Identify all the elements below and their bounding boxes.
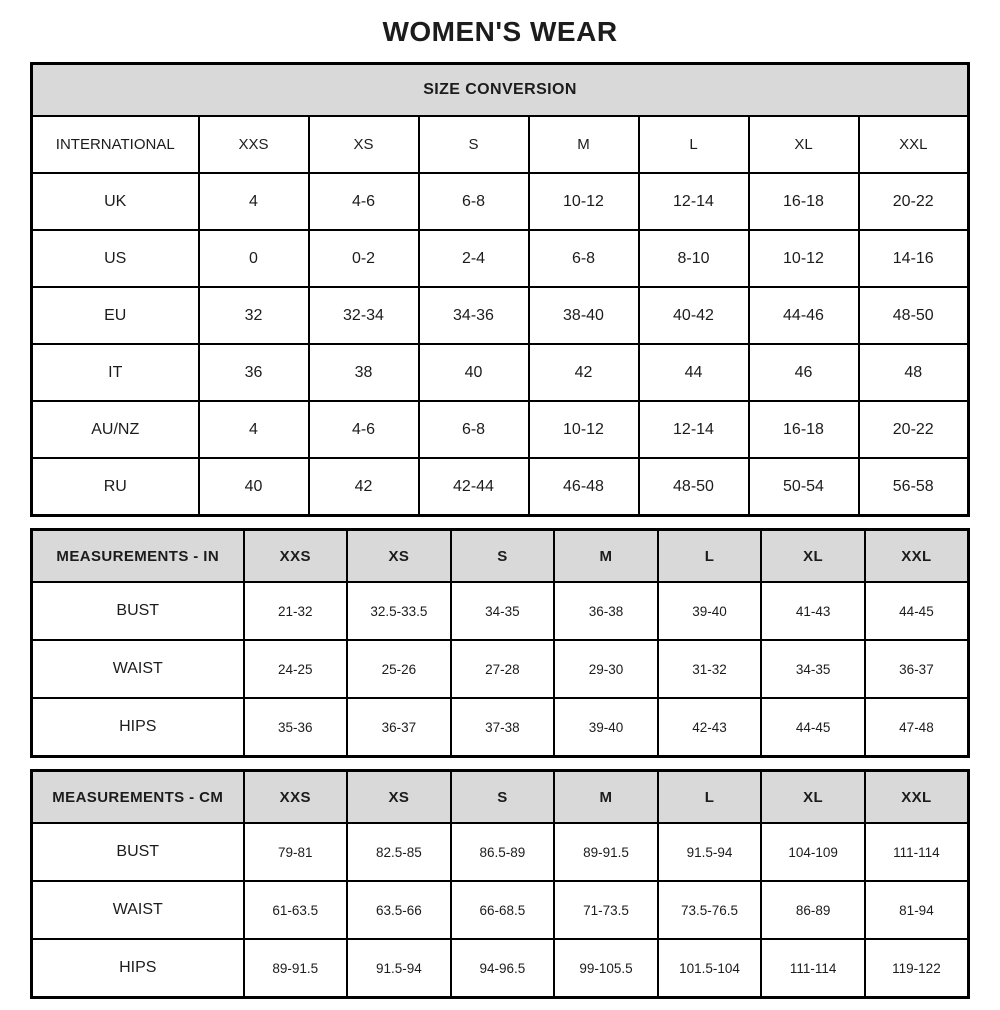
col-header-xs: XS — [347, 530, 451, 583]
col-header-m: M — [554, 530, 658, 583]
table-row — [32, 640, 969, 698]
measurements-in-table — [30, 528, 970, 758]
col-header-m: M — [529, 116, 639, 173]
measurement-cell: 24-25 — [244, 640, 348, 698]
row-label-waist: WAIST — [32, 881, 244, 939]
size-cell: 40 — [199, 458, 309, 516]
measurements-in-header: MEASUREMENTS - IN — [32, 530, 244, 583]
row-label-ru: RU — [32, 458, 199, 516]
size-cell: 44 — [639, 344, 749, 401]
size-cell: 34-36 — [419, 287, 529, 344]
measurement-cell: 86-89 — [761, 881, 865, 939]
measurement-cell: 36-37 — [865, 640, 969, 698]
measurement-cell: 34-35 — [451, 582, 555, 640]
measurement-cell: 39-40 — [554, 698, 658, 757]
table-row — [32, 287, 969, 344]
measurement-cell: 44-45 — [761, 698, 865, 757]
size-cell: 6-8 — [529, 230, 639, 287]
size-cell: 42-44 — [419, 458, 529, 516]
size-conversion-header: SIZE CONVERSION — [32, 64, 969, 117]
measurements-cm-table — [30, 769, 970, 999]
measurement-cell: 111-114 — [761, 939, 865, 998]
table-row — [32, 881, 969, 939]
col-header-xxs: XXS — [244, 530, 348, 583]
size-cell: 4 — [199, 173, 309, 230]
size-cell: 42 — [529, 344, 639, 401]
row-label-it: IT — [32, 344, 199, 401]
size-cell: 32-34 — [309, 287, 419, 344]
measurement-cell: 25-26 — [347, 640, 451, 698]
row-label-aunz: AU/NZ — [32, 401, 199, 458]
measurement-cell: 81-94 — [865, 881, 969, 939]
size-cell: 12-14 — [639, 173, 749, 230]
col-header-xxs: XXS — [199, 116, 309, 173]
measurement-cell: 61-63.5 — [244, 881, 348, 939]
size-cell: 38-40 — [529, 287, 639, 344]
size-cell: 20-22 — [859, 173, 969, 230]
size-cell: 48-50 — [859, 287, 969, 344]
size-cell: 4-6 — [309, 401, 419, 458]
measurement-cell: 101.5-104 — [658, 939, 762, 998]
col-header-xl: XL — [761, 771, 865, 824]
measurement-cell: 91.5-94 — [658, 823, 762, 881]
col-header-s: S — [419, 116, 529, 173]
col-header-s: S — [451, 530, 555, 583]
col-header-xxs: XXS — [244, 771, 348, 824]
size-cell: 10-12 — [529, 173, 639, 230]
table-row — [32, 582, 969, 640]
table-row — [32, 401, 969, 458]
size-cell: 48 — [859, 344, 969, 401]
measurement-cell: 73.5-76.5 — [658, 881, 762, 939]
row-label-eu: EU — [32, 287, 199, 344]
col-header-xxl: XXL — [859, 116, 969, 173]
size-chart-page — [30, 0, 970, 999]
col-header-s: S — [451, 771, 555, 824]
col-header-m: M — [554, 771, 658, 824]
size-cell: 2-4 — [419, 230, 529, 287]
size-cell: 46 — [749, 344, 859, 401]
measurement-cell: 104-109 — [761, 823, 865, 881]
col-header-l: L — [658, 530, 762, 583]
size-cell: 46-48 — [529, 458, 639, 516]
measurement-cell: 36-38 — [554, 582, 658, 640]
size-cell: 32 — [199, 287, 309, 344]
size-cell: 4-6 — [309, 173, 419, 230]
size-cell: 0-2 — [309, 230, 419, 287]
measurement-cell: 79-81 — [244, 823, 348, 881]
measurement-cell: 32.5-33.5 — [347, 582, 451, 640]
measurements-cm-header-row — [32, 771, 969, 824]
col-header-xs: XS — [309, 116, 419, 173]
row-label-bust: BUST — [32, 823, 244, 881]
measurement-cell: 21-32 — [244, 582, 348, 640]
size-cell: 14-16 — [859, 230, 969, 287]
col-header-xxl: XXL — [865, 530, 969, 583]
measurement-cell: 36-37 — [347, 698, 451, 757]
measurement-cell: 31-32 — [658, 640, 762, 698]
size-cell: 12-14 — [639, 401, 749, 458]
size-cell: 56-58 — [859, 458, 969, 516]
measurement-cell: 27-28 — [451, 640, 555, 698]
measurement-cell: 89-91.5 — [554, 823, 658, 881]
measurement-cell: 91.5-94 — [347, 939, 451, 998]
measurement-cell: 94-96.5 — [451, 939, 555, 998]
col-header-xl: XL — [749, 116, 859, 173]
measurement-cell: 44-45 — [865, 582, 969, 640]
size-conversion-columns-row — [32, 116, 969, 173]
size-conversion-table — [30, 62, 970, 517]
measurement-cell: 63.5-66 — [347, 881, 451, 939]
size-cell: 20-22 — [859, 401, 969, 458]
measurement-cell: 119-122 — [865, 939, 969, 998]
size-cell: 16-18 — [749, 401, 859, 458]
col-header-xxl: XXL — [865, 771, 969, 824]
col-header-l: L — [639, 116, 749, 173]
size-cell: 44-46 — [749, 287, 859, 344]
table-row — [32, 698, 969, 757]
table-row — [32, 344, 969, 401]
size-cell: 36 — [199, 344, 309, 401]
measurements-cm-header: MEASUREMENTS - CM — [32, 771, 244, 824]
size-cell: 0 — [199, 230, 309, 287]
row-label-waist: WAIST — [32, 640, 244, 698]
measurement-cell: 42-43 — [658, 698, 762, 757]
measurement-cell: 47-48 — [865, 698, 969, 757]
col-header-international: INTERNATIONAL — [32, 116, 199, 173]
measurement-cell: 99-105.5 — [554, 939, 658, 998]
measurement-cell: 39-40 — [658, 582, 762, 640]
measurement-cell: 111-114 — [865, 823, 969, 881]
row-label-hips: HIPS — [32, 698, 244, 757]
measurement-cell: 86.5-89 — [451, 823, 555, 881]
size-cell: 48-50 — [639, 458, 749, 516]
size-cell: 38 — [309, 344, 419, 401]
table-row — [32, 458, 969, 516]
size-cell: 4 — [199, 401, 309, 458]
row-label-us: US — [32, 230, 199, 287]
table-row — [32, 230, 969, 287]
row-label-bust: BUST — [32, 582, 244, 640]
size-cell: 50-54 — [749, 458, 859, 516]
size-cell: 16-18 — [749, 173, 859, 230]
measurement-cell: 35-36 — [244, 698, 348, 757]
measurement-cell: 82.5-85 — [347, 823, 451, 881]
size-cell: 40 — [419, 344, 529, 401]
row-label-uk: UK — [32, 173, 199, 230]
col-header-xs: XS — [347, 771, 451, 824]
col-header-l: L — [658, 771, 762, 824]
page-title: WOMEN'S WEAR — [382, 16, 618, 47]
size-cell: 10-12 — [749, 230, 859, 287]
measurements-in-header-row — [32, 530, 969, 583]
size-cell: 8-10 — [639, 230, 749, 287]
table-row — [32, 823, 969, 881]
row-label-hips: HIPS — [32, 939, 244, 998]
size-cell: 10-12 — [529, 401, 639, 458]
size-cell: 6-8 — [419, 173, 529, 230]
size-cell: 42 — [309, 458, 419, 516]
measurement-cell: 29-30 — [554, 640, 658, 698]
table-row — [32, 173, 969, 230]
measurement-cell: 37-38 — [451, 698, 555, 757]
size-cell: 6-8 — [419, 401, 529, 458]
measurement-cell: 89-91.5 — [244, 939, 348, 998]
measurement-cell: 71-73.5 — [554, 881, 658, 939]
measurement-cell: 34-35 — [761, 640, 865, 698]
measurement-cell: 41-43 — [761, 582, 865, 640]
table-row — [32, 939, 969, 998]
size-cell: 40-42 — [639, 287, 749, 344]
col-header-xl: XL — [761, 530, 865, 583]
measurement-cell: 66-68.5 — [451, 881, 555, 939]
